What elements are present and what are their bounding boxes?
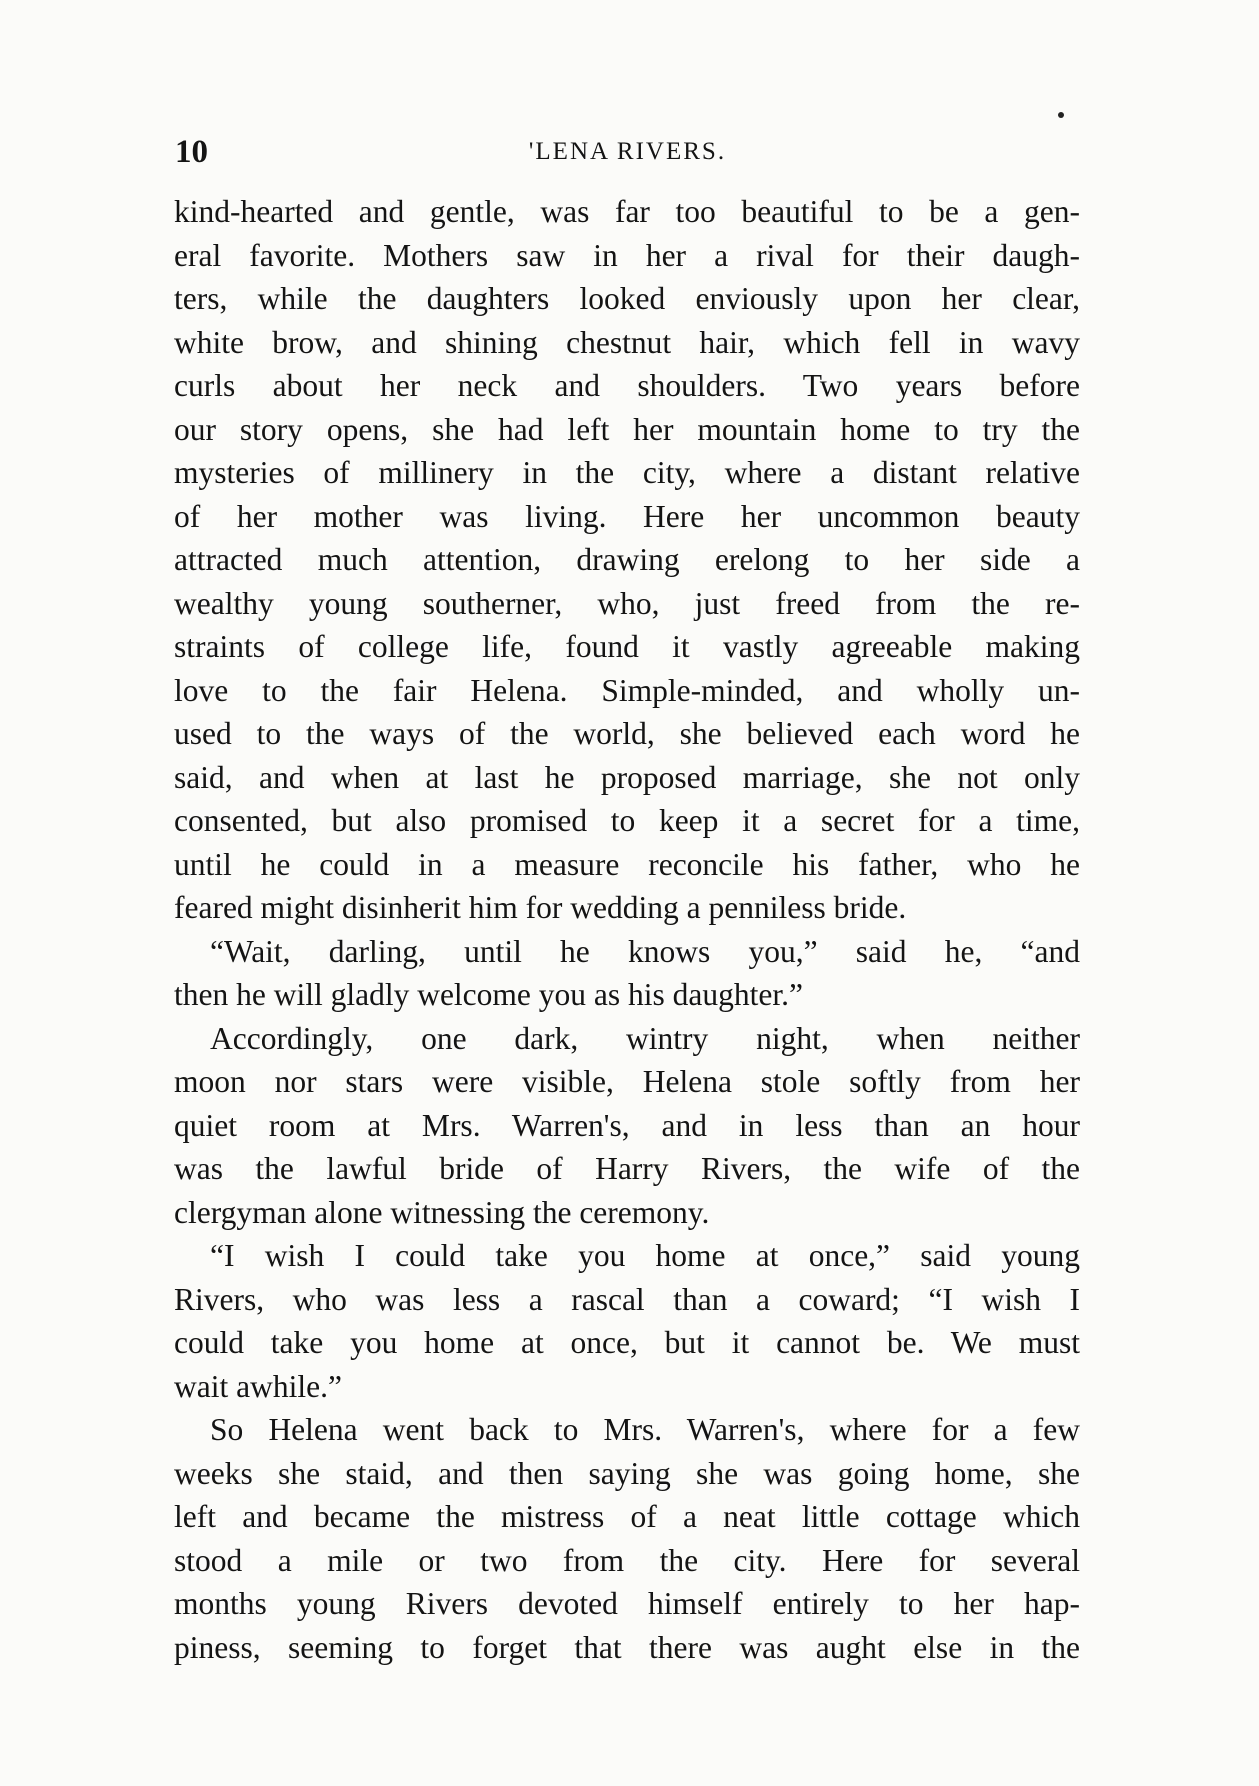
text-line: was the lawful bride of Harry Rivers, the wife of the [174, 1151, 1080, 1186]
text-line: love to the fair Helena. Simple-minded, and wholly un- [174, 672, 1080, 708]
text-line: ters, while the daughters looked enviously upon her clear, [174, 281, 1080, 316]
text-line: stood a mile or two from the city. Here for several [174, 1542, 1080, 1578]
text-line: moon nor stars were visible, Helena stole softly from her [174, 1064, 1080, 1099]
text-line: “I wish I could take you home at once,” said young [210, 1238, 1080, 1273]
text-line: piness, seeming to forget that there was aught else in the [174, 1629, 1080, 1665]
text-line: Accordingly, one dark, wintry night, when neither [210, 1020, 1080, 1056]
text-line: wealthy young southerner, who, just freed from the re- [174, 585, 1080, 621]
text-line: clergyman alone witnessing the ceremony. [174, 1194, 710, 1230]
text-line: of her mother was living. Here her uncommon beauty [174, 498, 1080, 534]
text-line: consented, but also promised to keep it a secret for a time, [174, 803, 1080, 838]
text-line: could take you home at once, but it cannot be. We must [174, 1325, 1080, 1360]
text-line: kind-hearted and gentle, was far too beautiful to be a gen- [174, 194, 1080, 229]
text-line: Rivers, who was less a rascal than a coward; “I wish I [174, 1281, 1080, 1317]
text-line: eral favorite. Mothers saw in her a rival for their daugh- [174, 237, 1080, 273]
text-line: curls about her neck and shoulders. Two years before [174, 368, 1080, 403]
text-line: attracted much attention, drawing erelong to her side a [174, 542, 1080, 577]
text-line: months young Rivers devoted himself entirely to her hap- [174, 1586, 1080, 1621]
body-text [174, 190, 1080, 1669]
text-line: feared might disinherit him for wedding a penniless bride. [174, 890, 907, 925]
text-line: weeks she staid, and then saying she was going home, she [174, 1455, 1080, 1491]
text-line: left and became the mistress of a neat little cottage which [174, 1499, 1080, 1534]
text-line: straints of college life, found it vastly agreeable making [174, 629, 1080, 664]
text-line: then he will gladly welcome you as his daughter.” [174, 977, 803, 1012]
text-line: “Wait, darling, until he knows you,” said he, “and [210, 933, 1080, 969]
text-line: wait awhile.” [174, 1368, 342, 1404]
page-header [175, 130, 1080, 174]
text-line: said, and when at last he proposed marriage, she not only [174, 759, 1080, 795]
page-number: 10 [175, 134, 208, 170]
text-line: white brow, and shining chestnut hair, which fell in wavy [174, 324, 1080, 360]
running-title: 'LENA RIVERS. [528, 138, 727, 165]
text-line: our story opens, she had left her mountain home to try the [174, 411, 1080, 447]
print-speck [1058, 112, 1064, 118]
text-line: quiet room at Mrs. Warren's, and in less than an hour [174, 1107, 1080, 1143]
text-line: mysteries of millinery in the city, where a distant relative [174, 455, 1080, 490]
text-line: So Helena went back to Mrs. Warren's, where for a few [210, 1412, 1080, 1447]
text-line: used to the ways of the world, she believed each word he [174, 716, 1080, 751]
text-line: until he could in a measure reconcile his father, who he [174, 846, 1080, 882]
